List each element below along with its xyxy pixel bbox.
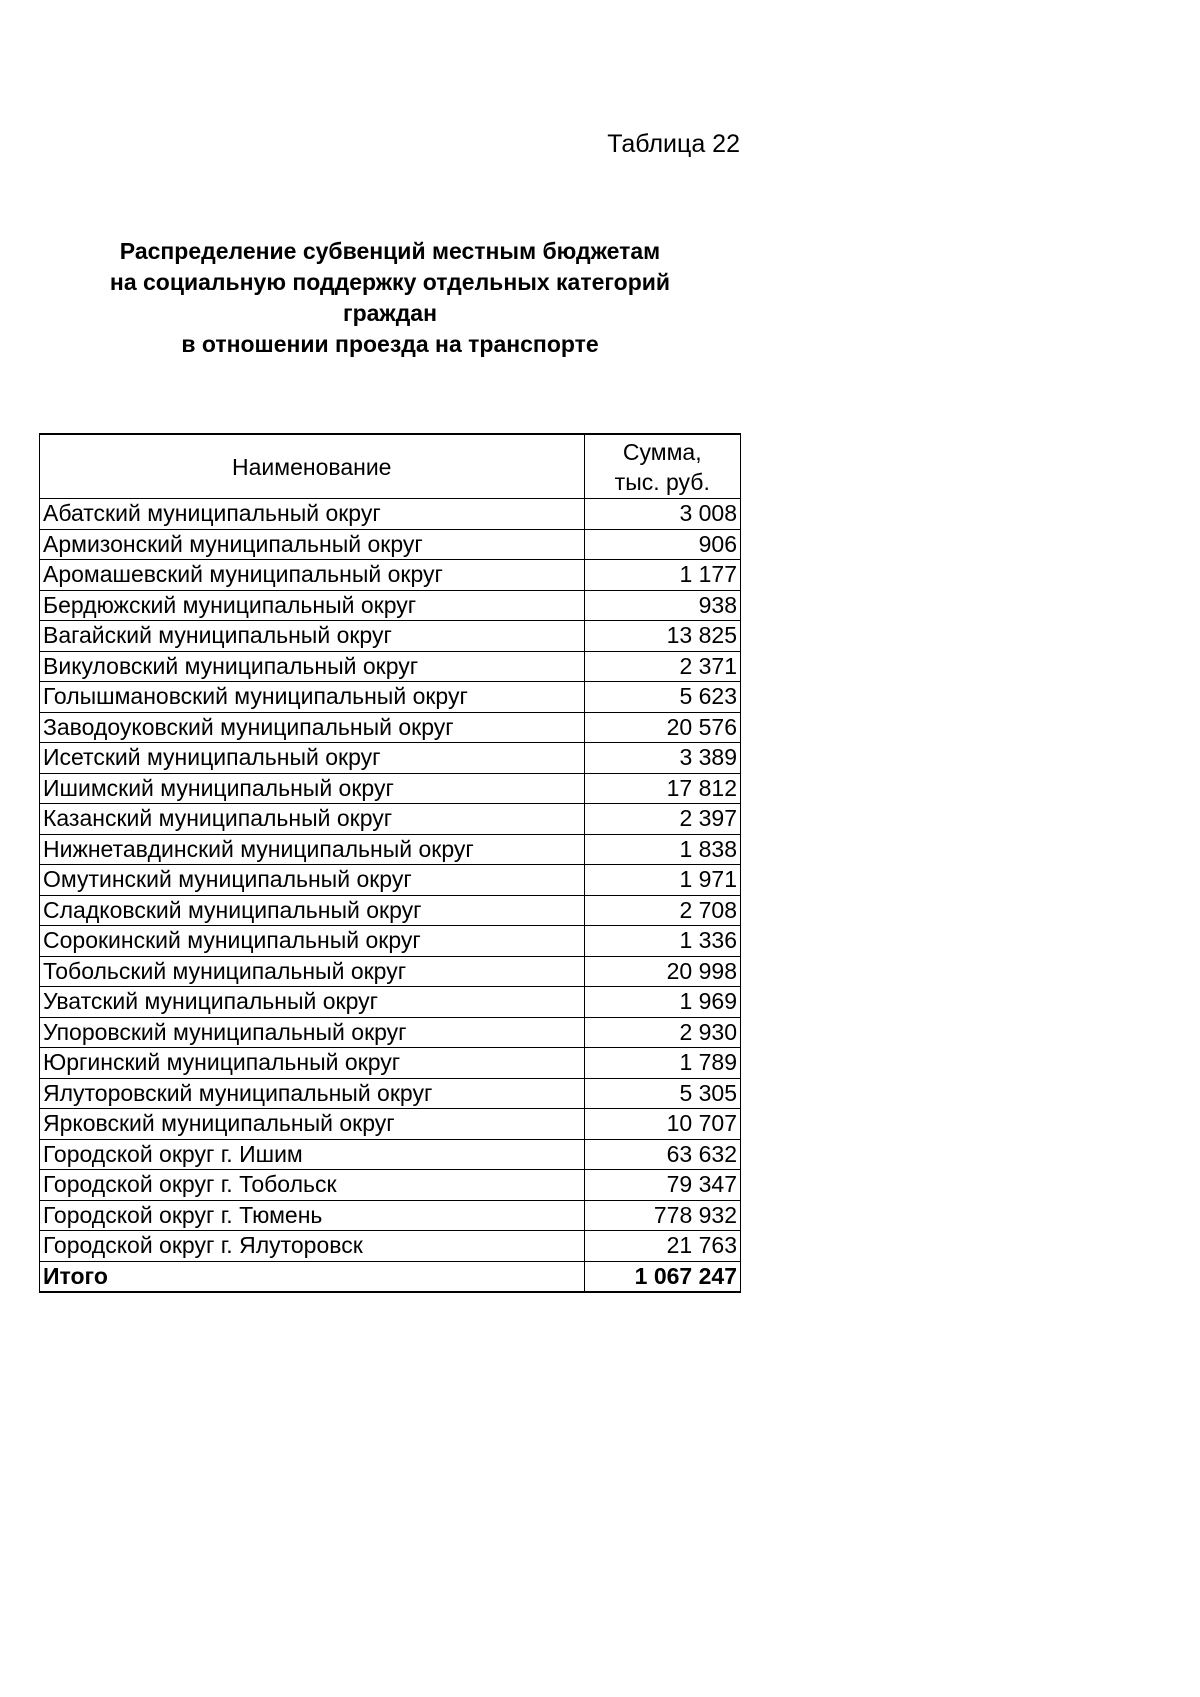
row-name-cell: Сорокинский муниципальный округ — [40, 926, 585, 957]
row-name-cell: Исетский муниципальный округ — [40, 743, 585, 774]
table-row — [40, 987, 741, 1018]
total-label-cell: Итого — [40, 1261, 585, 1292]
table-row — [40, 499, 741, 530]
table-row — [40, 1078, 741, 1109]
table-row — [40, 926, 741, 957]
document-title — [40, 236, 740, 360]
row-value-cell: 79 347 — [584, 1170, 740, 1201]
title-line: граждан — [342, 300, 437, 326]
table-row — [40, 804, 741, 835]
row-value-cell: 906 — [584, 529, 740, 560]
table-row — [40, 529, 741, 560]
header-sum-unit: тыс. руб. — [614, 468, 710, 495]
title-line: на социальную поддержку отдельных категорий — [109, 269, 671, 295]
table-header-row — [40, 434, 741, 499]
row-name-cell: Ишимский муниципальный округ — [40, 773, 585, 804]
header-name: Наименование — [40, 434, 585, 499]
row-value-cell: 1 971 — [584, 865, 740, 896]
row-name-cell: Городской округ г. Ялуторовск — [40, 1231, 585, 1262]
row-value-cell: 778 932 — [584, 1200, 740, 1231]
row-name-cell: Ярковский муниципальный округ — [40, 1109, 585, 1140]
table-row — [40, 773, 741, 804]
table-row — [40, 590, 741, 621]
table-row — [40, 1048, 741, 1079]
row-name-cell: Упоровский муниципальный округ — [40, 1017, 585, 1048]
title-line: в отношении проезда на транспорте — [181, 331, 599, 357]
table-row — [40, 1109, 741, 1140]
table-row — [40, 865, 741, 896]
row-name-cell: Юргинский муниципальный округ — [40, 1048, 585, 1079]
row-name-cell: Городской округ г. Тобольск — [40, 1170, 585, 1201]
row-name-cell: Сладковский муниципальный округ — [40, 895, 585, 926]
row-name-cell: Городской округ г. Тюмень — [40, 1200, 585, 1231]
table-row — [40, 682, 741, 713]
row-value-cell: 938 — [584, 590, 740, 621]
table-body — [40, 499, 741, 1293]
row-value-cell: 20 576 — [584, 712, 740, 743]
row-name-cell: Тобольский муниципальный округ — [40, 956, 585, 987]
title-line: Распределение субвенций местным бюджетам — [119, 238, 661, 264]
table-row — [40, 1200, 741, 1231]
row-name-cell: Голышмановский муниципальный округ — [40, 682, 585, 713]
table-row — [40, 956, 741, 987]
row-value-cell: 17 812 — [584, 773, 740, 804]
row-value-cell: 2 930 — [584, 1017, 740, 1048]
row-name-cell: Уватский муниципальный округ — [40, 987, 585, 1018]
row-name-cell: Омутинский муниципальный округ — [40, 865, 585, 896]
table-row — [40, 895, 741, 926]
table-row — [40, 621, 741, 652]
row-value-cell: 2 397 — [584, 804, 740, 835]
table-number-label: Таблица 22 — [607, 130, 740, 158]
row-name-cell: Ялуторовский муниципальный округ — [40, 1078, 585, 1109]
table-row — [40, 712, 741, 743]
table-row — [40, 560, 741, 591]
row-name-cell: Вагайский муниципальный округ — [40, 621, 585, 652]
row-name-cell: Армизонский муниципальный округ — [40, 529, 585, 560]
row-value-cell: 2 708 — [584, 895, 740, 926]
row-value-cell: 1 838 — [584, 834, 740, 865]
table-row — [40, 1170, 741, 1201]
row-value-cell: 13 825 — [584, 621, 740, 652]
row-value-cell: 3 008 — [584, 499, 740, 530]
row-name-cell: Нижнетавдинский муниципальный округ — [40, 834, 585, 865]
table-row — [40, 1231, 741, 1262]
row-name-cell: Аромашевский муниципальный округ — [40, 560, 585, 591]
row-value-cell: 2 371 — [584, 651, 740, 682]
header-sum-line: Сумма, — [622, 438, 702, 465]
row-value-cell: 5 623 — [584, 682, 740, 713]
row-value-cell: 3 389 — [584, 743, 740, 774]
row-value-cell: 1 789 — [584, 1048, 740, 1079]
row-value-cell: 5 305 — [584, 1078, 740, 1109]
total-row — [40, 1261, 741, 1292]
table-row — [40, 834, 741, 865]
row-value-cell: 1 969 — [584, 987, 740, 1018]
row-value-cell: 10 707 — [584, 1109, 740, 1140]
row-value-cell: 21 763 — [584, 1231, 740, 1262]
row-value-cell: 63 632 — [584, 1139, 740, 1170]
row-name-cell: Абатский муниципальный округ — [40, 499, 585, 530]
table-row — [40, 651, 741, 682]
row-value-cell: 20 998 — [584, 956, 740, 987]
table-row — [40, 1017, 741, 1048]
table-row — [40, 1139, 741, 1170]
row-name-cell: Бердюжский муниципальный округ — [40, 590, 585, 621]
row-name-cell: Казанский муниципальный округ — [40, 804, 585, 835]
row-value-cell: 1 177 — [584, 560, 740, 591]
row-name-cell: Городской округ г. Ишим — [40, 1139, 585, 1170]
row-name-cell: Викуловский муниципальный округ — [40, 651, 585, 682]
header-sum — [584, 434, 740, 499]
subvention-table — [39, 433, 741, 1293]
total-value-cell: 1 067 247 — [584, 1261, 740, 1292]
table-row — [40, 743, 741, 774]
row-name-cell: Заводоуковский муниципальный округ — [40, 712, 585, 743]
row-value-cell: 1 336 — [584, 926, 740, 957]
